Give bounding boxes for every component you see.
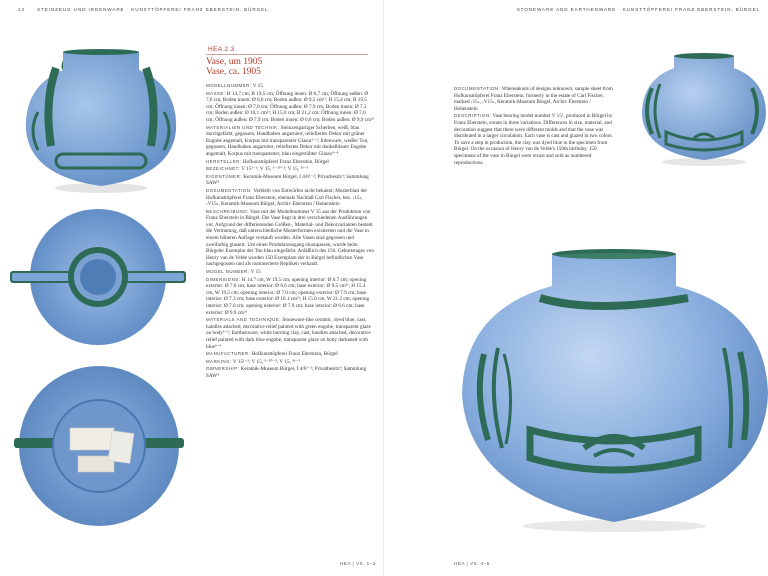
vase-side-view-photo bbox=[16, 42, 186, 194]
left-running-title: STEINZEUG UND IRDENWARE · KUNSTTÖPFEREI FRANZ EBERSTEIN, BÜRGEL bbox=[37, 7, 269, 12]
vase-small-front-photo bbox=[634, 48, 768, 168]
right-folio: HEA | VS. 4–5 bbox=[454, 561, 490, 566]
left-folio: HEA | VS. 1–3 bbox=[340, 561, 376, 566]
vase-top-view-photo bbox=[8, 206, 188, 348]
heading-rule bbox=[206, 54, 368, 55]
left-running-header bbox=[18, 7, 268, 12]
catalog-code: HEA 2.3 bbox=[208, 46, 235, 53]
title-german: Vase, um 1905 bbox=[206, 57, 263, 67]
vase-large-front-photo bbox=[444, 244, 768, 534]
entry-text-left: MODELLNUMMER: V 15 MASSE: H 14,7 cm; B 19,5 cm; Öffnung innen: Ø 6,7 cm; Öffnung außen: Ø 7,6 cm; Boden innen: Ø 6,6 cm; Boden außen: Ø 9,5 cm¹⁾; H 15,4 cm; B 19,5 cm; Öffnung innen: Ø 7,0 cm; Öffnung außen: Ø 7,9 cm; Boden innen: Ø 7,3 cm; Boden außen: Ø 10,1 cm²⁾; H 15,0 cm; B 21,2 cm; Öffnung innen: Ø 7,0 cm; Öffnung außen: Ø 7,9 cm; Boden innen: Ø 6,6 cm; Boden außen: Ø 9,9 cm³⁾ MATERIALIEN UND TECHNIK: Steinzeugartiger Scherben, weiß, blau durchgefärbt, gegossen, Handhaben angarniert, reliefiertes Dekor mit grüner Engobe angemalt, Korpus mit transparenter Glasur¹⁻²; Irdenware, weißer Ton, gegossen, Handhaben angarniert, reliefiertes Dekor mit dunkelblauer Engobe angemalt, Korpus mit transparenter, blau eingetrübter Glasur³⁻⁴ HERSTELLER: Hofkunsttöpferei Franz Eberstein, Bürgel BEZEICHNET: V 15¹⁻²; V 15, ⁵⁻²⁰⁻²; V 15, ³⁶⁻³ EIGENTÜMER: Keramik-Museum Bürgel, I 4/6¹⁻²; Privatbesitz³; Sammlung SAW⁴ DOKUMENTATION: Verbleib von Entwürfen nicht bekannt; Musterblatt der Hofkunsttöpferei Franz Eberstein, ehemals Nachlaß Carl Fischer, bez. ›15‹, ›V15‹, Keramik-Museum Bürgel, Archiv Eberstein / Hohenstein BESCHREIBUNG: Vase mit der Modellnummer V 15 aus der Produktion von Franz Eberstein in Bürgel. Die Vase liegt in drei verschiedenen Ausführungen vor. Aufgrund der differierenden Größen-, Material- und Dekorvarianten besteht die Vermutung, daß unterschiedliche Musterformen existierten und die Vase in einem höheren Auflage verkauft wurden. Alle Vasen sind gegossen und zweifarbig glasiert. Um einen Produktionsgang einzupassen, wurde beim Bürgeler Exemplar der Ton blau eingefärbt. Anläßlich des 150. Geburtstages von Henry van de Velde wurden 150 Exemplare der in Bürgel befindlichen Vase nachgegossen und als nummerierte Repliken verkauft. MODEL NUMBER: V 15 DIMENSIONS: H 14.7 cm, W 19.5 cm; opening interior: Ø 6.7 cm; opening exterior: Ø 7.6 cm; base interior: Ø 6.6 cm; base exterior: Ø 9.5 cm¹⁾; H 15.4 cm, W 19.5 cm; opening interior: Ø 7.0 cm; opening exterior: Ø 7.9 cm; base interior: Ø 7.3 cm; base exterior: Ø 10.1 cm²⁾; H 15.0 cm, W 21.2 cm; opening interior: Ø 7.0 cm; opening exterior: Ø 7.9 cm; base interior: Ø 6.6 cm; base exterior: Ø 9.9 cm³⁾ MATERIALS AND TECHNIQUE: Stoneware-like ceramic, dyed blue, cast, handles attached, decorative relief painted with green engobe, transparent glaze on body¹⁻²; Earthenware, white burning clay, cast, handles attached, decorative relief painted with dark blue engobe, transparent glaze on body darkened with blue³⁻⁴ MANUFACTURER: Hofkunsttöpferei Franz Eberstein, Bürgel MARKING: V 15¹⁻²; V 15, ⁵⁻²⁰⁻²; V 15, ³⁶⁻³ OWNERSHIP: Keramik-Museum Bürgel, I 4/6¹⁻²; Privatbesitz³; Sammlung SAW⁴ bbox=[206, 83, 374, 379]
right-running-header: STONEWARE AND EARTHENWARE · KUNSTTÖPFEREI FRANZ EBERSTEIN, BÜRGEL bbox=[516, 7, 760, 12]
vase-bottom-view-photo bbox=[14, 362, 184, 530]
right-page bbox=[384, 0, 768, 576]
title-english: Vase, ca. 1905 bbox=[206, 67, 261, 77]
left-page-number: 12 bbox=[18, 7, 25, 12]
entry-text-right: DOCUMENTATION: Whereabouts of designs unknown; sample sheet from Hofkunsttöpferei Franz Eberstein, formerly in the estate of Carl Fischer, marked ›15‹, ›V15‹, Keramik-Museum Bürgel, Archiv Eberstein / Hohenstein DESCRIPTION: Vase bearing model number V 15¹, produced in Bürgel by Franz Eberstein, extant in three variations. Differences in size, material, and decoration suggest that there were different molds and that the vase was distributed in a larger circulation. Each vase is cast and glazed in two colors. To save a step in production, the clay was dyed blue in the specimen from Bürgel. On the occasion of Henry van de Velde's 150th birthday, 150 specimens of the vase in Bürgel were recast and sold as numbered reproductions. bbox=[454, 86, 613, 166]
